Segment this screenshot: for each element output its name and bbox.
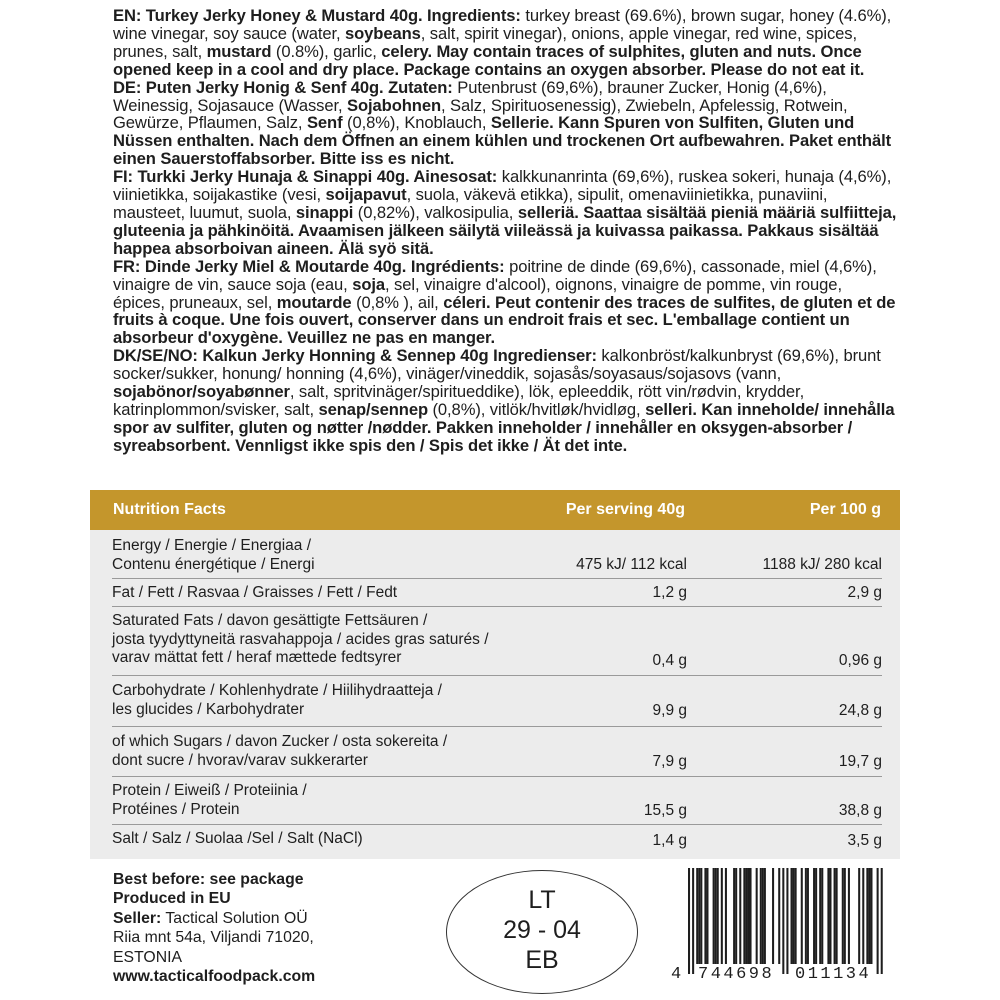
- value-per-serving: 15,5 g: [643, 802, 687, 819]
- ingredients-fi-title: FI: Turkki Jerky Hunaja & Sinappi 40g. Ainesosat:: [113, 167, 498, 187]
- row-label: Energy / Energie / Energiaa / Contenu énergétique / Energi: [112, 537, 315, 573]
- row-divider: [112, 726, 882, 727]
- barcode-bar: [725, 868, 727, 964]
- barcode-bar: [786, 868, 788, 974]
- ingredients-fr: FR: Dinde Jerky Miel & Moutarde 40g. Ingrédients: poitrine de dinde (69,6%), cassonade, miel (4,6%), vinaigre de vin, sauce soja (eau, soja, sel, vinaigre d'alcool), oignons, vinaigre de pomme, vin rouge, épices, pruneaux, sel, moutarde (0,8% ), ail, céleri. Peut contenir des traces de sulfites, de gluten et de fruits à coque. Une fois ouvert, conserver dans un endroit frais et sec. L'emballage contient un absorbeur d'oxygène. Veuillez ne pas en manger.: [113, 256, 896, 348]
- barcode-bar: [747, 868, 749, 964]
- value-per-100g: 2,9 g: [847, 584, 882, 601]
- per-100g-header: Per 100 g: [809, 501, 881, 518]
- barcode-bar: [760, 868, 762, 964]
- value-per-100g: 38,8 g: [838, 802, 882, 819]
- barcode-bar: [692, 868, 694, 974]
- barcode-bar: [743, 868, 745, 964]
- ingredients-dk-se-no: DK/SE/NO: Kalkun Jerky Honning & Sennep 40g Ingredienser: kalkonbröst/kalkunbryst (69,6%), brunt socker/sukker, honung/ honning (4,6%), vinäger/vineddik, sojasås/soyasaus/sojasovs (vann, sojabönor/soyabønner, salt, spritvinäger/spiritueddike), lök, epleeddik, rött vin/rødvin, krydder, katrinplommon/svisker, salt, senap/sennep (0,8%), vitlök/hvitløk/hvidløg, selleri. Kan inneholde/ innehålla spor av sulfiter, gluten og nøtter /nødder. Pakken inneholder / innehåller en oksygen-absorber / syreabsorbent. Vennligst ikke spis den / Spis det ikke / Ät det inte.: [113, 346, 895, 455]
- ingredients-en-title: EN: Turkey Jerky Honey & Mustard 40g. Ingredients:: [113, 6, 521, 25]
- seller-country: ESTONIA: [113, 948, 183, 966]
- barcode-bar: [793, 868, 795, 964]
- barcode-bar: [848, 868, 850, 964]
- barcode-bar: [805, 868, 807, 964]
- barcode-bar: [877, 868, 879, 974]
- producer-info: [113, 870, 413, 986]
- barcode-bar: [739, 868, 741, 964]
- barcode-left-group: 744698: [698, 965, 775, 984]
- barcode-bar: [862, 868, 864, 964]
- row-label: Saturated Fats / davon gesättigte Fettsäuren / josta tyydyttyneitä rasvahappoja / acides gras saturés / varav mättat fett / heraf mættede fedtsyrer: [112, 612, 489, 667]
- value-per-100g: 1188 kJ/ 280 kcal: [762, 556, 882, 573]
- ingredients-fi: FI: Turkki Jerky Hunaja & Sinappi 40g. Ainesosat: kalkkunanrinta (69,6%), ruskea sokeri, hunaja (4,6%), viinietikka, soijakastike (vesi, soijapavut, suola, väkevä etikka), sipulit, omenaviinietikka, punaviini, mausteet, luumut, suola, sinappi (0,82%), valkosipulia, selleriä. Saattaa sisältää pieniä määriä sulfiitteja, gluteenia ja pähkinöitä. Avaamisen jälkeen säilytä viileässä ja kuivassa paikassa. Pakkaus sisältää happea absorboivan aineen. Älä syö sitä.: [113, 167, 897, 258]
- barcode-bar: [870, 868, 872, 964]
- per-serving-header: Per serving 40g: [565, 501, 685, 518]
- lot-line-1: LT: [528, 886, 556, 914]
- barcode-bar: [834, 868, 836, 964]
- row-divider: [112, 776, 882, 777]
- barcode-bar: [815, 868, 817, 964]
- barcode-bar: [717, 868, 719, 964]
- barcode-bar: [782, 868, 784, 974]
- lot-line-2: 29 - 04: [503, 916, 581, 944]
- value-per-100g: 0,96 g: [838, 652, 882, 669]
- seller: Seller: Tactical Solution OÜ: [113, 909, 308, 927]
- barcode-bar: [813, 868, 815, 964]
- ingredients-dk-title: DK/SE/NO: Kalkun Jerky Honning & Sennep 40g Ingredienser:: [113, 346, 597, 366]
- row-divider: [112, 675, 882, 676]
- value-per-100g: 19,7 g: [838, 753, 882, 770]
- barcode-bar: [688, 868, 690, 974]
- ingredients-fr-title: FR: Dinde Jerky Miel & Moutarde 40g. Ingrédients:: [113, 256, 505, 276]
- barcode-bar: [821, 868, 823, 964]
- barcode-bar: [700, 868, 702, 964]
- barcode-bar: [829, 868, 831, 964]
- barcode-bar: [858, 868, 860, 964]
- value-per-100g: 3,5 g: [847, 832, 882, 849]
- barcode-bar: [842, 868, 844, 964]
- barcode-bar: [881, 868, 883, 974]
- barcode-bar: [704, 868, 706, 964]
- row-label: Protein / Eiweiß / Proteiinia / Protéines / Protein: [112, 782, 307, 818]
- barcode-bar: [696, 868, 698, 964]
- row-label: Fat / Fett / Rasvaa / Graisses / Fett / Fedt: [112, 584, 398, 601]
- nutrition-header: [90, 490, 900, 530]
- ingredients-en: EN: Turkey Jerky Honey & Mustard 40g. Ingredients: turkey breast (69.6%), brown sugar, honey (4.6%), wine vinegar, soy sauce (water, soybeans, salt, spirit vinegar), onions, apple vinegar, red wine, spices, prunes, salt, mustard (0.8%), garlic, celery. May contain traces of sulphites, gluten and nuts. Once opened keep in a cool and dry place. Package contains an oxygen absorber. Please do not eat it.: [113, 6, 892, 79]
- barcode-bar: [715, 868, 717, 964]
- row-label: Salt / Salz / Suolaa /Sel / Salt (NaCl): [112, 830, 363, 847]
- barcode-bar: [778, 868, 780, 964]
- best-before: Best before: see package: [113, 871, 304, 888]
- barcode-bar: [807, 868, 809, 964]
- barcode-bar: [756, 868, 758, 964]
- website: www.tacticalfoodpack.com: [113, 968, 316, 986]
- barcode-bar: [827, 868, 829, 964]
- barcode-bar: [735, 868, 737, 964]
- barcode-bar: [698, 868, 700, 964]
- barcode-bar: [745, 868, 747, 964]
- barcode-bar: [772, 868, 774, 964]
- value-per-serving: 1,4 g: [652, 832, 687, 849]
- barcode-bar: [721, 868, 723, 964]
- barcode-bar: [868, 868, 870, 964]
- ean-barcode: [671, 868, 889, 990]
- ingredients-text: [113, 7, 897, 455]
- barcode-bar: [795, 868, 797, 964]
- barcode-first-digit: 4: [671, 965, 682, 984]
- barcode-bar: [844, 868, 846, 964]
- barcode-bar: [762, 868, 764, 964]
- barcode-right-group: 011134: [795, 965, 872, 984]
- nutrition-facts-table: [90, 490, 900, 859]
- value-per-100g: 24,8 g: [838, 702, 882, 719]
- lot-line-3: EB: [525, 946, 559, 974]
- value-per-serving: 0,4 g: [652, 652, 687, 669]
- row-label: Carbohydrate / Kohlenhydrate / Hiilihydraatteja / les glucides / Karbohydrater: [112, 682, 442, 718]
- nutrition-title: Nutrition Facts: [113, 501, 226, 518]
- ingredients-de: DE: Puten Jerky Honig & Senf 40g. Zutaten: Putenbrust (69,6%), brauner Zucker, Honig (4,6%), Weinessig, Sojasauce (Wasser, Sojabohnen, Salz, Spirituosenessig), Zwiebeln, Apfelessig, Rotwein, Gewürze, Pflaumen, Salz, Senf (0,8%), Knoblauch, Sellerie. Kann Spuren von Sulfiten, Gluten und Nüssen enthalten. Nach dem Öffnen an einem kühlen und trockenen Ort aufbewahren. Paket enthält einen Sauerstoffabsorber. Bitte iss es nicht.: [113, 77, 892, 169]
- row-label: of which Sugars / davon Zucker / osta sokereita / dont sucre / hvorav/varav sukkerarter: [112, 733, 448, 769]
- barcode-bar: [750, 868, 752, 964]
- barcode-bar: [706, 868, 708, 964]
- barcode-bar: [866, 868, 868, 964]
- row-divider: [112, 578, 882, 579]
- lot-stamp: [446, 870, 638, 994]
- barcode-bar: [801, 868, 803, 964]
- row-divider: [112, 824, 882, 825]
- produced-in: Produced in EU: [113, 890, 231, 908]
- barcode-bar: [764, 868, 766, 964]
- seller-address: Riia mnt 54a, Viljandi 71020,: [113, 929, 314, 947]
- value-per-serving: 9,9 g: [652, 702, 687, 719]
- barcode-bar: [791, 868, 793, 964]
- barcode-bar: [733, 868, 735, 964]
- barcode-bar: [713, 868, 715, 964]
- value-per-serving: 1,2 g: [652, 584, 687, 601]
- value-per-serving: 475 kJ/ 112 kcal: [576, 556, 687, 573]
- barcode-bar: [819, 868, 821, 964]
- barcode-bar: [836, 868, 838, 964]
- ingredients-de-title: DE: Puten Jerky Honig & Senf 40g. Zutaten:: [113, 77, 453, 97]
- value-per-serving: 7,9 g: [652, 753, 687, 770]
- row-divider: [112, 606, 882, 607]
